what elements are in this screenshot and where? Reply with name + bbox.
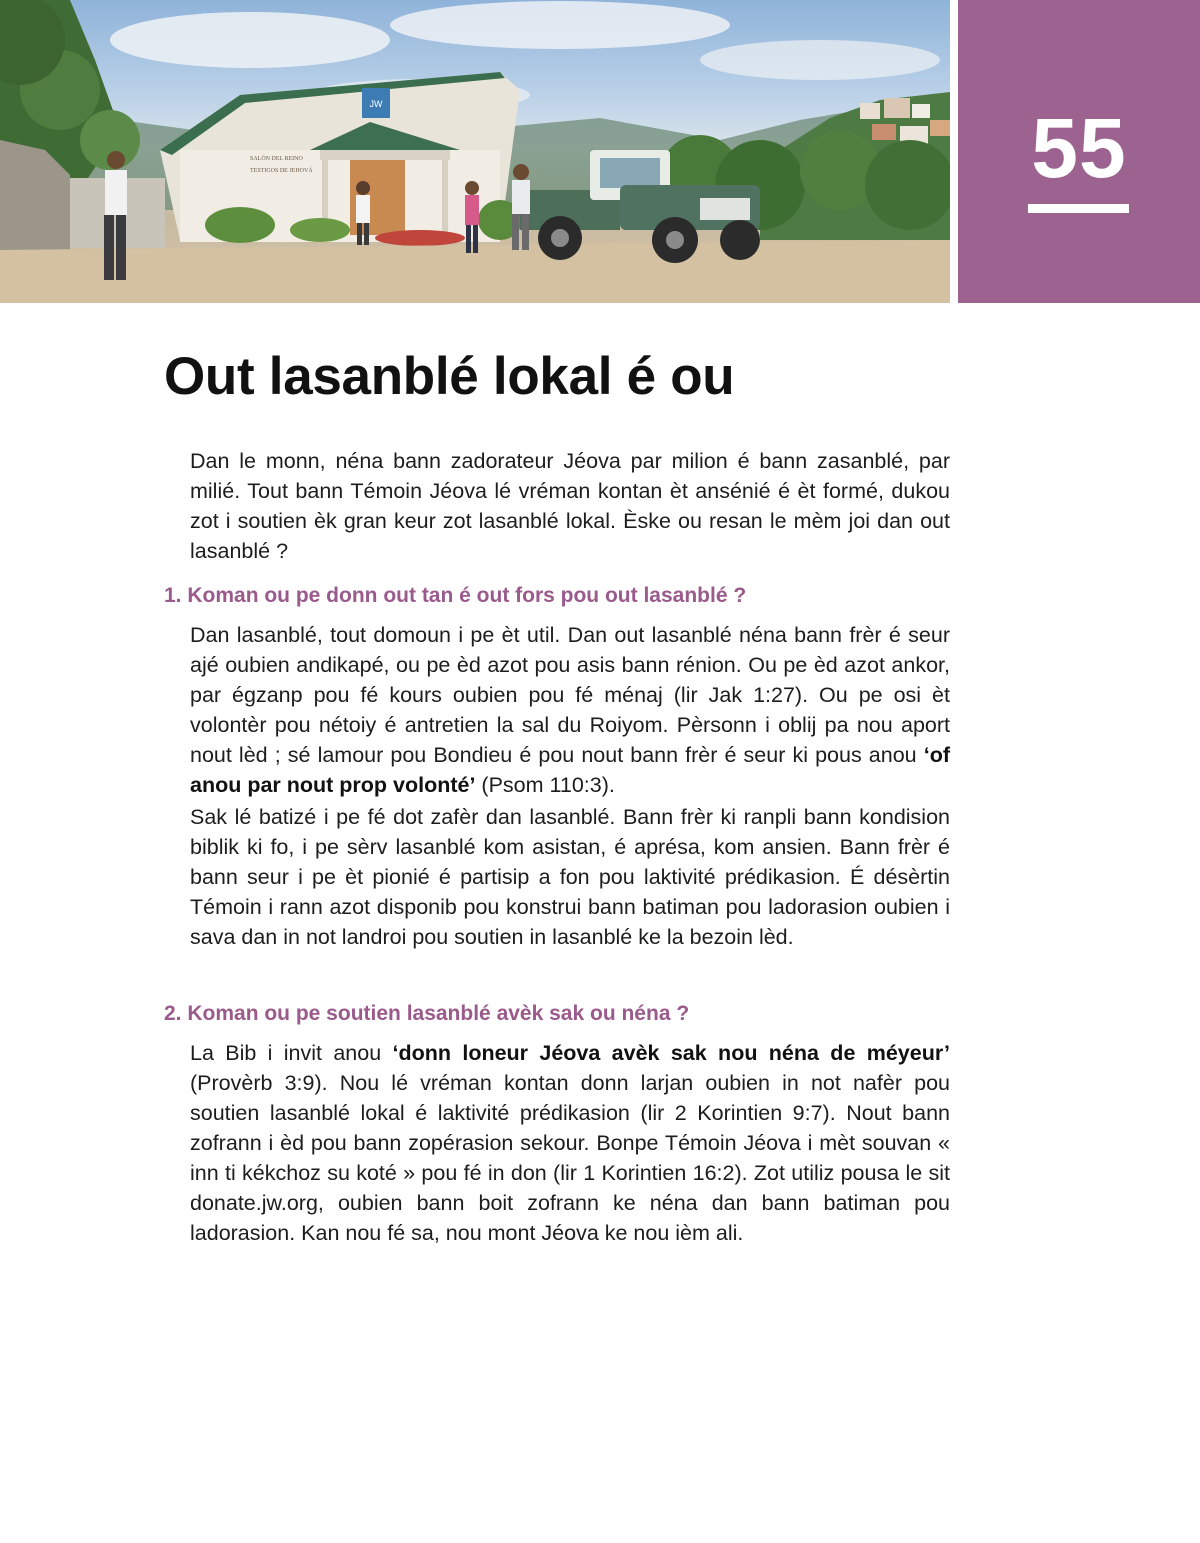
- section-1-p1-bold-quote: ‘of anou par nout prop volonté’: [190, 743, 950, 797]
- intro-paragraph: Dan le monn, néna bann zadorateur Jéova par milion é bann zasanblé, par milié. Tout bann Témoin Jéova lé vréman kontan èt ansénié é èt formé, dukou zot i soutien èk gran keur zot lasanblé lokal. Èske ou resan le mèm joi dan out lasanblé ?: [190, 449, 950, 563]
- section-1-paragraph-1: [190, 620, 950, 800]
- svg-text:JW: JW: [369, 99, 383, 109]
- chapter-number-block: [958, 0, 1200, 303]
- chapter-rule: [1028, 204, 1129, 213]
- section-2-p1-bold-quote: ‘donn loneur Jéova avèk sak nou néna de méyeur’: [392, 1041, 950, 1065]
- section-1-paragraph-2: Sak lé batizé i pe fé dot zafèr dan lasanblé. Bann frèr ki ranpli bann kondision biblik ki fo, i pe sèrv lasanblé kom asistan, é aprésa, kom ansien. Bann frèr é bann seur i pe èt pionié é partisip a fon pou laktivité prédikasion. É désèrtin Témoin i rann azot disponib pou konstrui bann batiman pou ladorasion oubien i sava dan in not landroi pou soutien in lasanblé ke la bezoin lèd.: [190, 805, 950, 949]
- header-illustration: [0, 0, 950, 303]
- kingdom-hall-scene: [0, 0, 950, 303]
- svg-text:TESTIGOS DE JEHOVÁ: TESTIGOS DE JEHOVÁ: [250, 168, 313, 174]
- section-1-p1-text: Dan lasanblé, tout domoun i pe èt util. Dan out lasanblé néna bann frèr é seur ajé oubien andikapé, ou pe èd azot pou asis bann rénion. Ou pe èd azot ankor, par égzanp pou fé kours oubien pou fé ménaj (lir Jak 1:27). Ou pe osi èt volontèr pou nétoiy é antretien la sal du Roiyom. Pèrsonn i oblij pa nou aport nout lèd ; sé lamour pou Bondieu é pou nout bann frèr é seur ki pous anou: [190, 623, 950, 767]
- question-1: 1. Koman ou pe donn out tan é out fors pou out lasanblé ?: [164, 584, 747, 607]
- question-2: 2. Koman ou pe soutien lasanblé avèk sak ou néna ?: [164, 1002, 690, 1025]
- section-2-paragraph-1: [190, 1038, 950, 1248]
- section-2-p1-text: La Bib i invit anou: [190, 1041, 393, 1065]
- page-title: Out lasanblé lokal é ou: [164, 347, 735, 406]
- section-1-p1-citation: (Psom 110:3).: [475, 773, 615, 797]
- svg-text:SALÓN DEL REINO: SALÓN DEL REINO: [250, 156, 303, 162]
- chapter-number: 55: [1031, 101, 1127, 195]
- section-2-p1-rest: (Provèrb 3:9). Nou lé vréman kontan donn larjan oubien in not nafèr pou soutien lasanblé lokal é laktivité prédikasion (lir 2 Korintien 9:7). Nout bann zofrann i èd pou bann zopérasion sekour. Bonpe Témoin Jéova i mèt souvan « inn ti kékchoz su koté » pou fé in don (lir 1 Korintien 16:2). Zot utiliz pousa le sit donate.jw.org, oubien bann boit zofrann ke néna dan bann batiman pou ladorasion. Kan nou fé sa, nou mont Jéova ke nou ièm ali.: [190, 1071, 950, 1245]
